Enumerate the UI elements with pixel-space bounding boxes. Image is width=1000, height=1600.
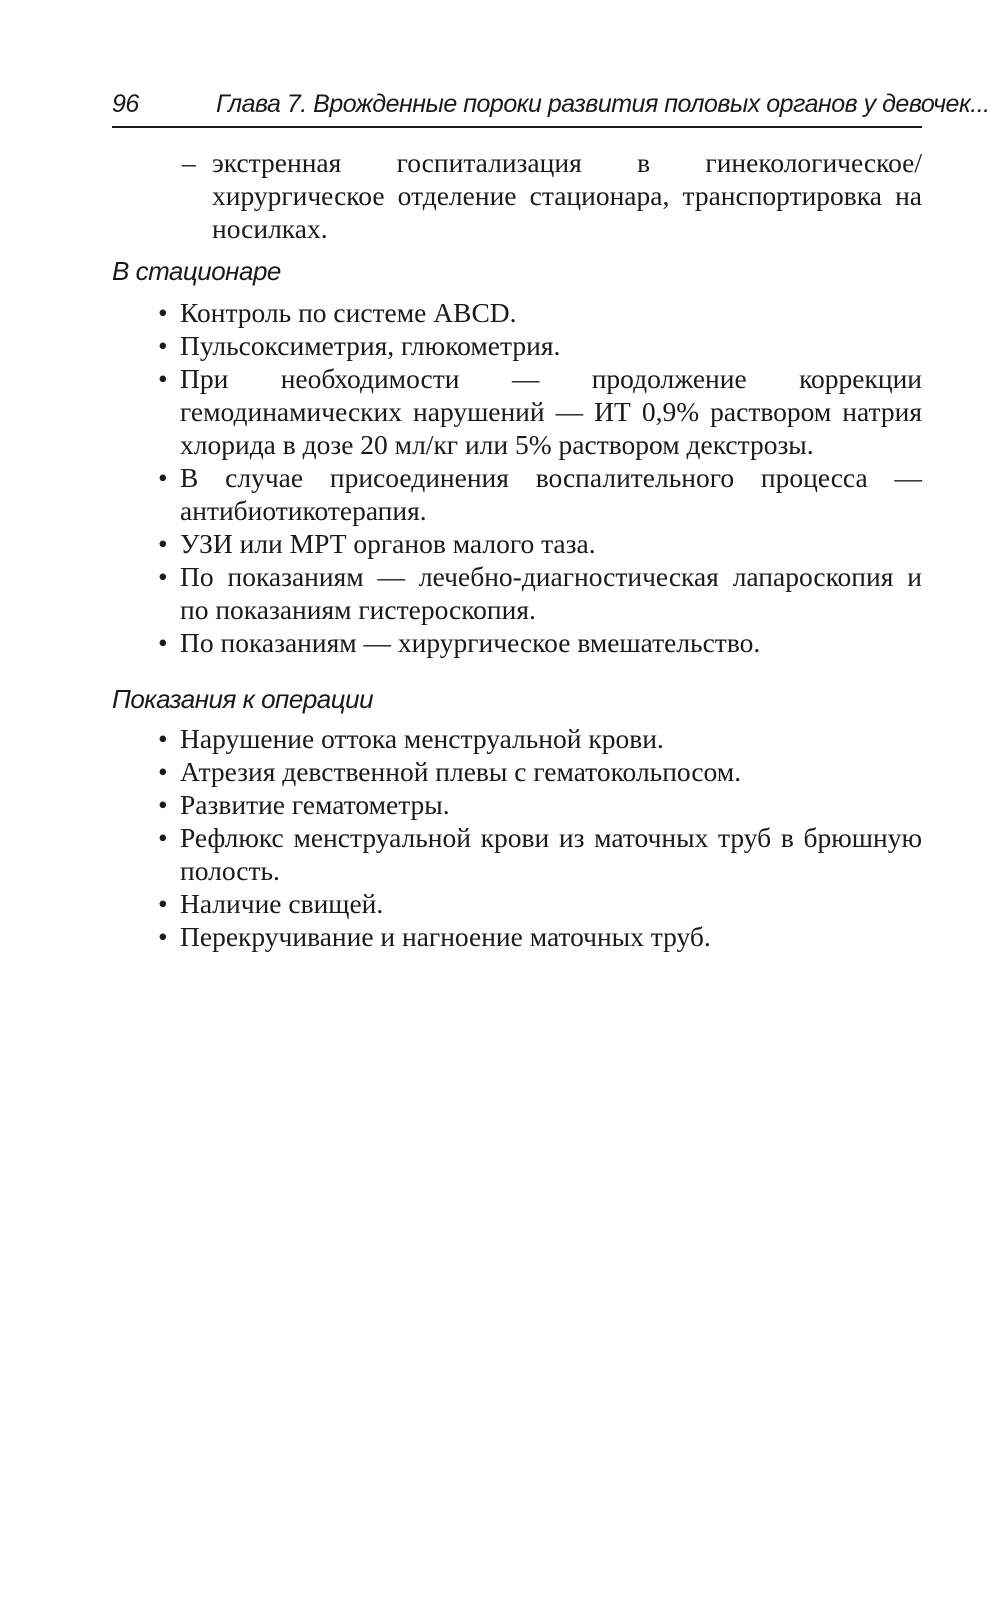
list-item-text: Пульсоксиметрия, глюкометрия. <box>180 330 561 361</box>
bullet-marker: • <box>158 297 168 328</box>
list-item-text: Нарушение оттока менструальной крови. <box>180 723 664 754</box>
continued-dash-item <box>182 146 922 245</box>
running-header <box>112 86 990 128</box>
bullet-marker: • <box>158 756 168 787</box>
list-item-text: В случае присоединения воспалительного процесса — антибиотикотерапия. <box>180 462 922 526</box>
list-item <box>156 755 922 788</box>
bullet-marker: • <box>158 330 168 361</box>
bullet-marker: • <box>158 921 168 952</box>
list-item <box>156 887 922 920</box>
list-item <box>156 560 922 626</box>
page-number: 96 <box>112 90 139 118</box>
list-item-text: Атрезия девственной плевы с гематокольпосом. <box>180 756 742 787</box>
list-item-text: Рефлюкс менструальной крови из маточных труб в брюшную полость. <box>180 822 922 886</box>
hospital-measures-list <box>156 296 922 659</box>
list-item-text: Наличие свищей. <box>180 888 384 919</box>
bullet-marker: • <box>158 528 168 559</box>
bullet-marker: • <box>158 627 168 658</box>
bullet-marker: • <box>158 363 168 394</box>
list-item <box>156 362 922 461</box>
list-item <box>156 920 922 953</box>
bullet-marker: • <box>158 561 168 592</box>
surgery-indications-list <box>156 722 922 953</box>
list-item <box>156 788 922 821</box>
list-item <box>156 296 922 329</box>
dash-marker: – <box>182 147 196 178</box>
list-item-text: Перекручивание и нагноение маточных труб. <box>180 921 711 952</box>
bullet-marker: • <box>158 789 168 820</box>
list-item-text: УЗИ или МРТ органов малого таза. <box>180 528 596 559</box>
list-item-text: Контроль по системе ABCD. <box>180 297 517 328</box>
bullet-marker: • <box>158 462 168 493</box>
chapter-title: Глава 7. Врожденные пороки развития половых органов у девочек... <box>216 90 990 118</box>
bullet-marker: • <box>158 888 168 919</box>
section-heading-hospital: В стационаре <box>112 256 281 286</box>
list-item-text: Развитие гематометры. <box>180 789 450 820</box>
section-heading-surgery-indications: Показания к операции <box>112 684 374 714</box>
list-item <box>156 527 922 560</box>
list-item <box>156 461 922 527</box>
list-item <box>156 626 922 659</box>
bullet-marker: • <box>158 723 168 754</box>
list-item <box>156 722 922 755</box>
list-item-text: По показаниям — хирургическое вмешательство. <box>180 627 761 658</box>
dash-item-text: экстренная госпитализация в гинекологическое/хирургическое отделение стационара, транспортировка на носилках. <box>212 147 922 244</box>
list-item-text: По показаниям — лечебно-диагностическая лапароскопия и по показаниям гистероскопия. <box>180 561 922 625</box>
list-item <box>156 329 922 362</box>
list-item <box>156 821 922 887</box>
bullet-marker: • <box>158 822 168 853</box>
list-item-text: При необходимости — продолжение коррекции гемодинамических нарушений — ИТ 0,9% раствором натрия хлорида в дозе 20 мл/кг или 5% раствором декстрозы. <box>180 363 922 460</box>
